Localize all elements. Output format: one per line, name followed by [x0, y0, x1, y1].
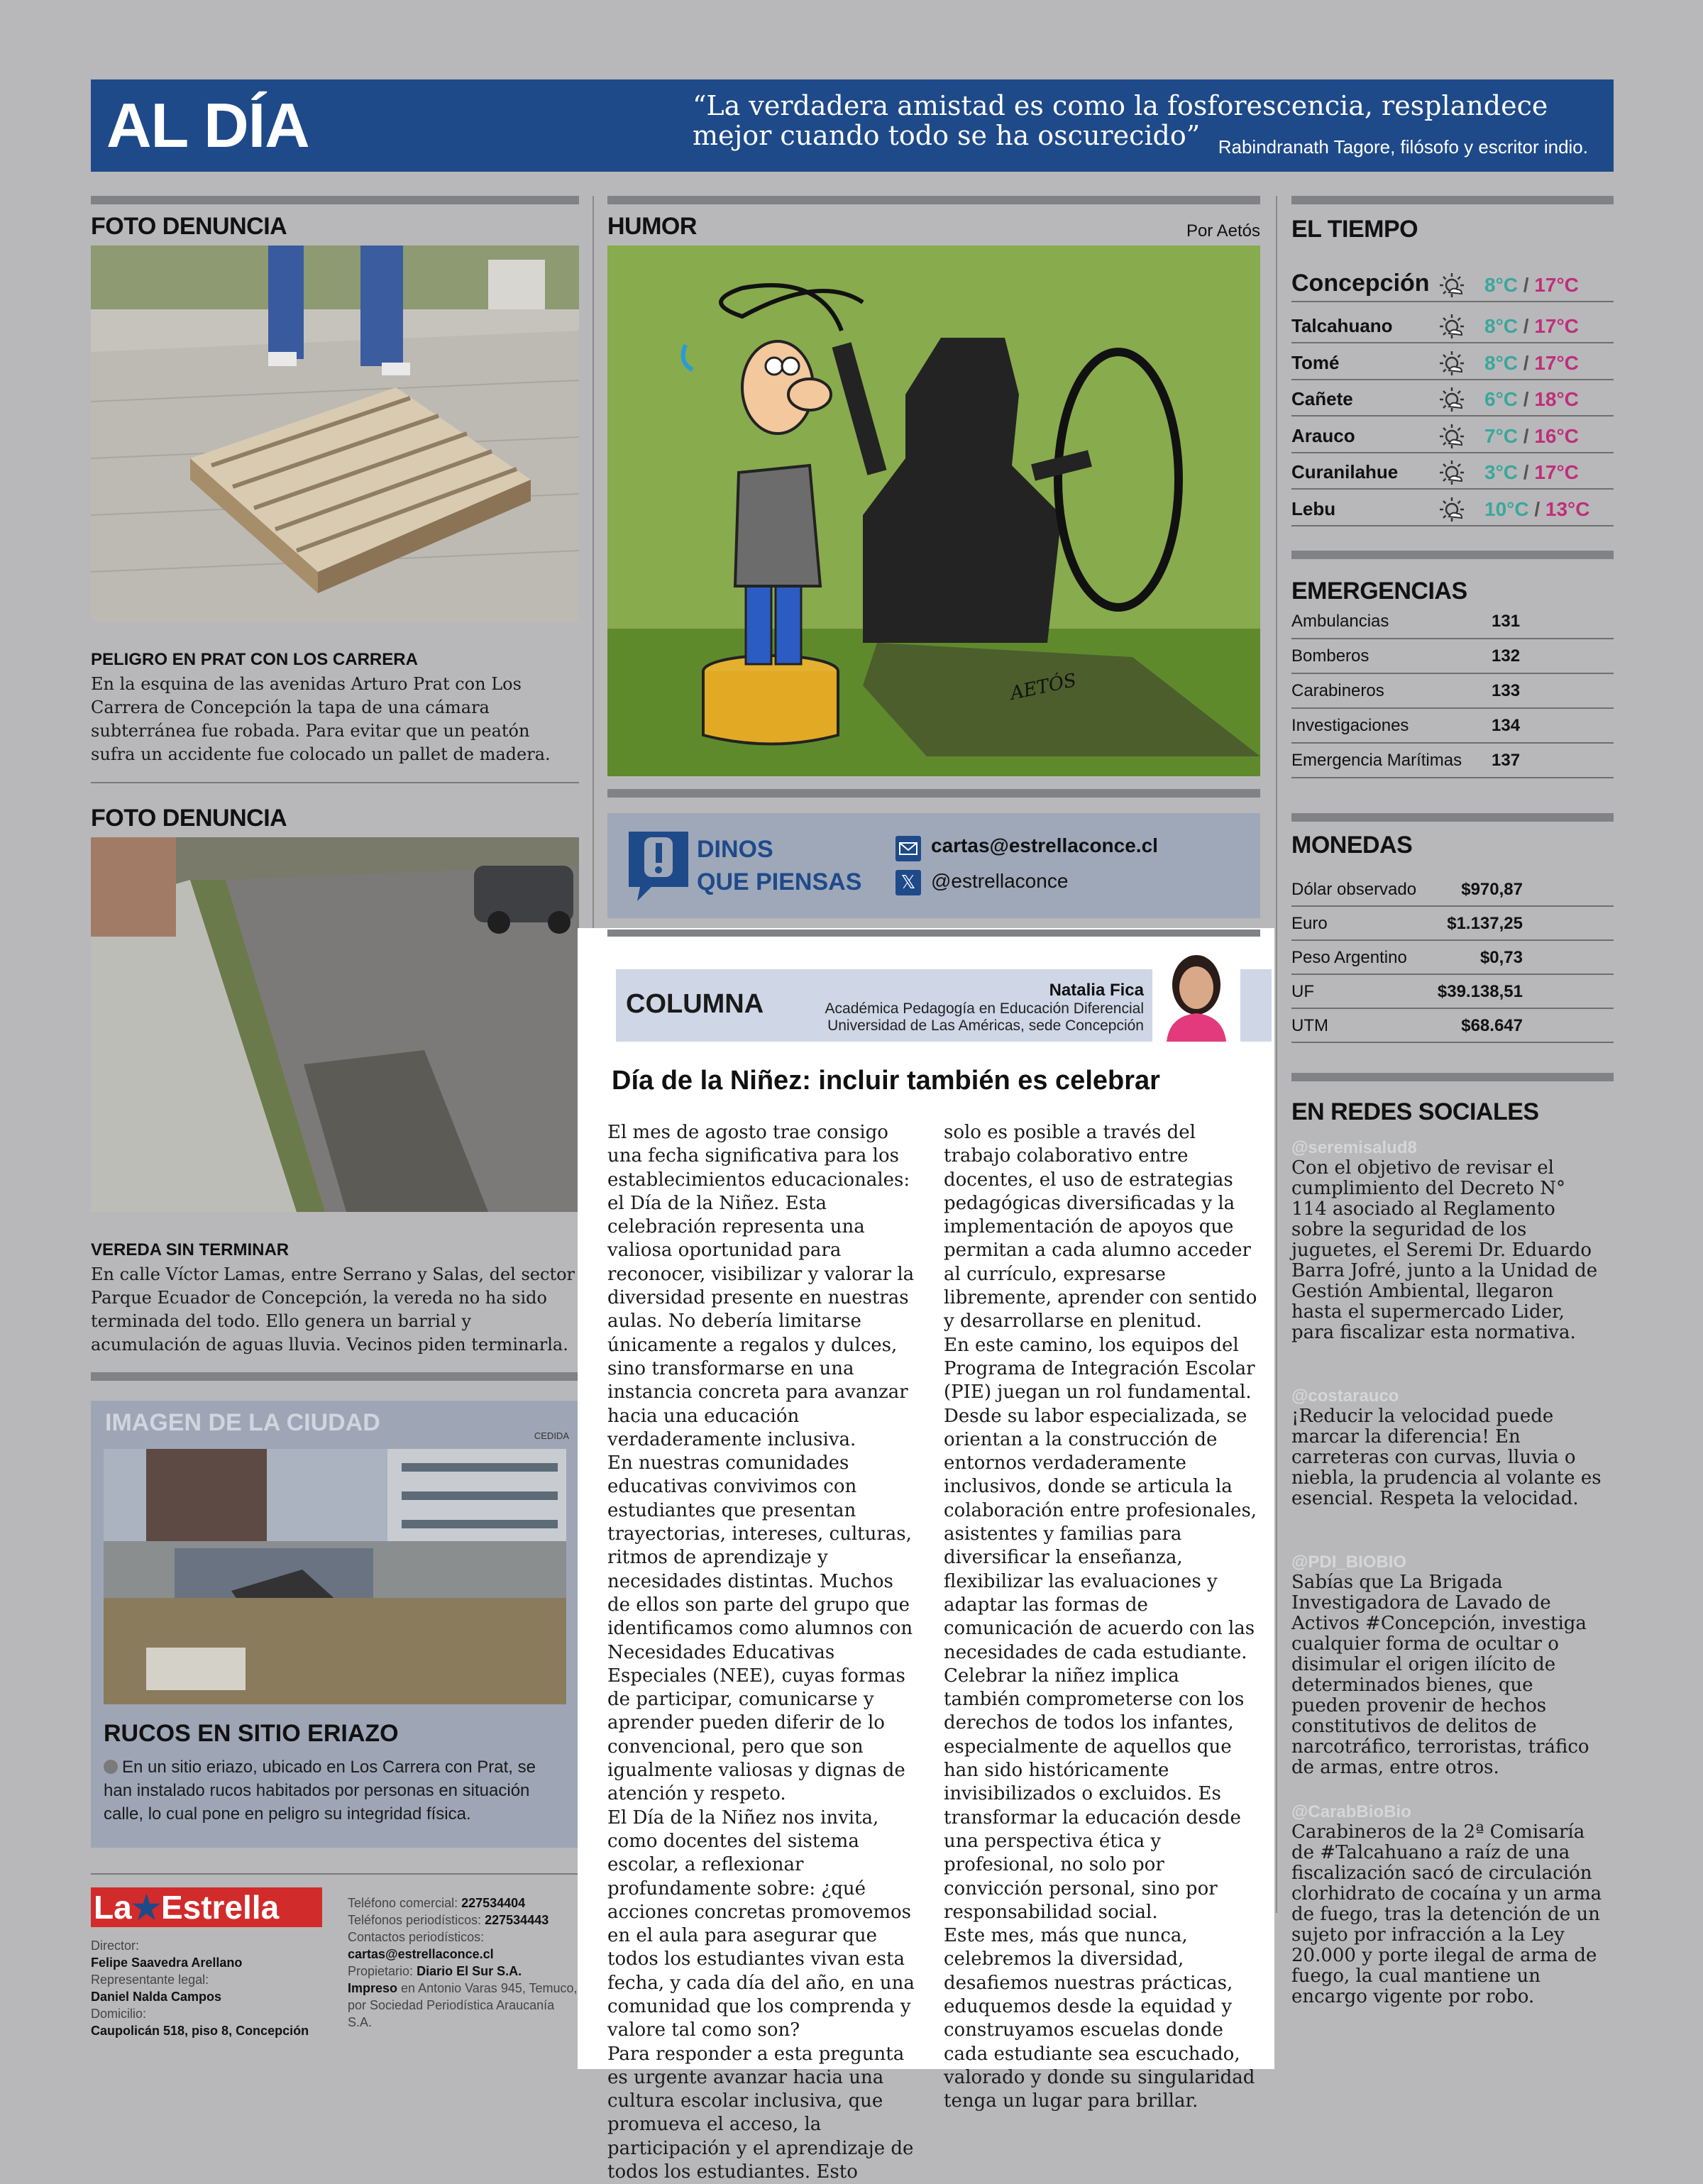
social-post [1291, 1386, 1604, 1509]
paragraph: En este camino, los equipos del Programa de Integración Escolar (PIE) juegan un rol fundamental. Desde su labor especializada, se orientan a la construcción de entornos verdaderamente inclusivos, donde se articula la colaboración entre profesionales, asistentes y familias para diversificar la enseñanza, flexibilizar las evaluaciones y adaptar las formas de comunicación de acuerdo con las necesidades de cada estudiante. [944, 1334, 1257, 1663]
emergency-service: Investigaciones [1291, 716, 1409, 735]
star-icon: ★ [131, 1889, 161, 1926]
paragraph: El Día de la Niñez nos invita, como docentes del sistema escolar, a reflexionar profundamente sobre: ¿qué acciones concretas promovemos en el aula para asegurar que todos los estudiantes vivan esta fecha, y cada día del año, en una comunidad que los comprenda y valore tal como son? [607, 1807, 915, 2041]
column-rule-left [91, 196, 579, 204]
contact-email-link[interactable]: cartas@estrellaconce.cl [931, 834, 1158, 856]
paragraph: En nuestras comunidades educativas convivimos con estudiantes que presentan trayectorias, intereses, culturas, ritmos de aprendizaje y necesidades distintas. Muchos de ellos son parte del grupo que identificamos como alumnos con Necesidades Educativas Especiales (NEE), cuyas formas de participar, comunicarse y aprender pueden diferir de lo convencional, pero que son igualmente valiosas y dignas de atención y respeto. [607, 1452, 913, 1805]
paragraph: Este mes, más que nunca, celebremos la diversidad, desafiemos nuestras prácticas, eduquemos desde la equidad y construyamos escuelas donde cada estudiante sea escuchado, valorado y donde su singularidad tenga un lugar para brillar. [944, 1925, 1255, 2112]
social-post [1291, 1138, 1604, 1343]
column-rule-right [1291, 196, 1614, 204]
weather-row [1291, 308, 1614, 343]
city-name: Arauco [1291, 424, 1355, 446]
emergency-number[interactable]: 131 [1492, 612, 1521, 631]
row-divider [1291, 342, 1614, 343]
speech-bubble-icon [623, 827, 694, 905]
temperature-range: 3°C / 17°C [1484, 461, 1579, 483]
humor-heading: HUMOR [607, 213, 697, 240]
columna-author-role: Académica Pedagogía en Educación Diferencial [825, 1000, 1144, 1017]
row-divider [1291, 379, 1614, 380]
columna-author: Natalia Fica [1049, 981, 1144, 1000]
emergency-number[interactable]: 133 [1492, 681, 1521, 700]
emergency-service: Emergencia Marítimas [1291, 751, 1462, 770]
emergency-row [1291, 674, 1614, 709]
social-handle[interactable]: @costarauco [1291, 1386, 1399, 1406]
currency-name: Dólar observado [1291, 880, 1417, 899]
author-avatar [1152, 951, 1240, 1042]
currency-value: $970,87 [1461, 880, 1523, 899]
currency-row [1291, 873, 1614, 907]
social-post [1291, 1552, 1604, 1778]
emergency-row [1291, 639, 1614, 674]
emergency-row [1291, 744, 1614, 778]
sun-cloud-icon [1438, 349, 1466, 377]
header-quote: “La verdadera amistad es como la fosforescencia, resplandece mejor cuando todo se ha oscurecido” [693, 90, 1548, 151]
emergency-service: Bomberos [1291, 646, 1369, 666]
city-name: Cañete [1291, 388, 1353, 409]
sun-cloud-icon [1438, 495, 1466, 524]
temperature-range: 6°C / 18°C [1484, 388, 1579, 410]
sun-cloud-icon [1438, 422, 1466, 451]
redes-heading: EN REDES SOCIALES [1291, 1098, 1539, 1125]
article-title: Día de la Niñez: incluir también es celebrar [612, 1066, 1160, 1096]
photo-credit: CEDIDA [534, 1430, 569, 1441]
emergency-service: Carabineros [1291, 681, 1384, 700]
temperature-range: 8°C / 17°C [1484, 274, 1579, 296]
el-tiempo-heading: EL TIEMPO [1291, 216, 1418, 243]
city-name: Concepción [1291, 270, 1430, 297]
bullet-icon [104, 1760, 118, 1774]
column-rule-right-4 [1291, 1073, 1614, 1081]
row-divider [1291, 301, 1614, 302]
currency-name: Euro [1291, 914, 1328, 933]
weather-row [1291, 418, 1614, 453]
sun-cloud-icon [1438, 271, 1466, 299]
section-header-bar [91, 79, 1614, 172]
paragraph: El mes de agosto trae consigo una fecha significativa para los establecimientos educacionales: el Día de la Niñez. Esta celebración representa una valiosa oportunidad para reconocer, visibilizar y valorar la diversidad presente en nuestras aulas. No debería limitarse únicamente a regalos y dulces, sino transformarse en una instancia concreta para avanzar hacia una educación verdaderamente inclusiva. [607, 1122, 915, 1450]
x-handle-link[interactable]: @estrellaconce [931, 870, 1069, 892]
currency-value: $68.647 [1461, 1016, 1523, 1035]
currency-name: UTM [1291, 1016, 1328, 1035]
caption-body-2: En calle Víctor Lamas, entre Serrano y Salas, del sector Parque Ecuador de Concepción, la vereda no ha sido terminada del todo. Ello genera un barrial y acumulación de aguas lluvia. Vecinos piden terminarla. [91, 1264, 575, 1355]
social-handle[interactable]: @PDI_BIOBIO [1291, 1552, 1407, 1572]
currency-name: Peso Argentino [1291, 948, 1407, 967]
social-post [1291, 1802, 1604, 2007]
column-rule-right-3 [1291, 813, 1614, 822]
divider-left-3 [91, 1873, 579, 1875]
sun-cloud-icon [1438, 458, 1466, 487]
city-name: Tomé [1291, 351, 1340, 373]
dinos-title: DINOS QUE PIENSAS [697, 836, 862, 895]
staff-block-right: Teléfono comercial: 227534404 Teléfonos periodísticos: 227534443 Contactos periodísticos: cartas@estrellaconce.cl Propietario: Diario El Sur S.A. Impreso en Antonio Varas 945, Temuco, por Sociedad Periodística Araucanía S.A. [348, 1896, 578, 2029]
humor-cartoon [607, 246, 1260, 776]
dinos-que-piensas-box [607, 813, 1260, 918]
social-handle[interactable]: @CarabBioBio [1291, 1802, 1411, 1821]
columna-author-institution: Universidad de Las Américas, sede Concepción [827, 1017, 1144, 1034]
temperature-range: 10°C / 13°C [1484, 497, 1590, 520]
photo-unfinished-sidewalk [91, 837, 579, 1212]
weather-row [1291, 454, 1614, 490]
svg-text:AETÓS: AETÓS [1008, 669, 1079, 705]
divider-left-1 [91, 782, 579, 783]
row-divider [1291, 525, 1614, 526]
article-column-2 [944, 1121, 1257, 2113]
emergency-number[interactable]: 132 [1492, 646, 1521, 666]
column-rule-left-2 [91, 1372, 579, 1381]
social-post-text: ¡Reducir la velocidad puede marcar la diferencia! En carreteras con curvas, lluvia o niebla, la prudencia al volante es esencial. Respeta la velocidad. [1291, 1406, 1602, 1509]
currency-row [1291, 975, 1614, 1009]
currency-row [1291, 1009, 1614, 1043]
row-divider [1291, 452, 1614, 453]
section-title: AL DÍA [106, 90, 309, 160]
la-estrella-logo: La★Estrella [91, 1887, 322, 1927]
weather-row [1291, 267, 1614, 302]
caption-title-2: VEREDA SIN TERMINAR [91, 1240, 290, 1259]
paragraph: Celebrar la niñez implica también comprometerse con los derechos de todos los infantes, especialmente de aquellos que han sido históricamente invisibilizados o excluidos. Es transformar la educación desde una perspectiva ética y profesional, no solo por convicción personal, sino por responsabilidad social. [944, 1665, 1245, 1923]
column-rule-center [607, 196, 1260, 204]
weather-row [1291, 491, 1614, 526]
photo-rucos-sitio-eriazo [104, 1449, 566, 1704]
social-post-text: Con el objetivo de revisar el cumplimiento del Decreto N° 114 asociado al Reglamento sobre la seguridad de los juguetes, el Seremi Dr. Eduardo Barra Jofré, junto a la Unidad de Gestión Ambiental, llegaron hasta el supermercado Lider, para fiscalizar esta normativa. [1291, 1157, 1598, 1343]
temperature-range: 8°C / 17°C [1484, 315, 1579, 337]
photo-pallet-on-sidewalk [91, 246, 579, 622]
emergency-number[interactable]: 134 [1492, 716, 1521, 735]
humor-byline: Por Aetós [1186, 221, 1260, 241]
x-logo-icon: 𝕏 [895, 870, 921, 895]
social-handle[interactable]: @seremisalud8 [1291, 1138, 1417, 1157]
emergency-row [1291, 605, 1614, 639]
currency-name: UF [1291, 982, 1314, 1001]
city-name: Lebu [1291, 497, 1336, 519]
emergencias-heading: EMERGENCIAS [1291, 578, 1467, 605]
foto-denuncia-heading-1: FOTO DENUNCIA [91, 213, 287, 240]
email-icon [895, 836, 921, 861]
imagen-body-text: En un sitio eriazo, ubicado en Los Carrera con Prat, se han instalado rucos habitados por personas en situación calle, lo cual pone en peligro su integridad física. [104, 1758, 536, 1824]
weather-row [1291, 381, 1614, 417]
columna-label: COLUMNA [626, 989, 764, 1019]
column-rule-center-2 [607, 789, 1260, 798]
currency-value: $39.138,51 [1437, 982, 1523, 1001]
currency-row [1291, 907, 1614, 941]
staff-block-left: Director: Felipe Saavedra Arellano Representante legal: Daniel Nalda Campos Domicilio: Caupolicán 518, piso 8, Concepción [91, 1938, 309, 2038]
currency-value: $1.137,25 [1447, 914, 1523, 933]
social-post-text: Sabías que La Brigada Investigadora de Lavado de Activos #Concepción, investiga cualquier forma de ocultar o disimular el origen ilícito de determinados bienes, que pueden provenir de hechos constitutivos de delitos de narcotráfico, terroristas, tráfico de armas, entre otros. [1291, 1572, 1589, 1778]
imagen-body [104, 1755, 558, 1826]
imagen-heading: IMAGEN DE LA CIUDAD [105, 1409, 380, 1436]
emergency-number[interactable]: 137 [1492, 751, 1521, 770]
currency-value: $0,73 [1479, 948, 1523, 967]
article-column-1 [607, 1121, 921, 2184]
row-divider [1291, 415, 1614, 417]
imagen-title: RUCOS EN SITIO ERIAZO [104, 1720, 399, 1747]
imagen-de-la-ciudad-box [91, 1401, 579, 1848]
emergency-service: Ambulancias [1291, 612, 1389, 631]
social-post-text: Carabineros de la 2ª Comisaría de #Talcahuano a raíz de una fiscalización sacó de circulación clorhidrato de cocaína y un arma de fuego, tras la detención de un sujeto por infracción a la Ley 20.000 y porte ilegal de arma de fuego, la cual mantiene un encargo vigente por robo. [1291, 1821, 1602, 2007]
caption-body-1: En la esquina de las avenidas Arturo Prat con Los Carrera de Concepción la tapa de una cámara subterránea fue robada. Para evitar que un peatón sufra un accidente fue colocado un pallet de madera. [91, 674, 551, 764]
weather-row [1291, 345, 1614, 380]
caption-title-1: PELIGRO EN PRAT CON LOS CARRERA [91, 650, 418, 669]
city-name: Curanilahue [1291, 461, 1399, 482]
temperature-range: 8°C / 17°C [1484, 351, 1579, 374]
currency-row [1291, 941, 1614, 975]
column-rule-right-2 [1291, 551, 1614, 559]
temperature-range: 7°C / 16°C [1484, 424, 1579, 447]
column-divider-right [1276, 196, 1277, 1913]
city-name: Talcahuano [1291, 315, 1393, 336]
paragraph: Para responder a esta pregunta es urgente avanzar hacia una cultura escolar inclusiva, que promueva el acceso, la participación y el aprendizaje de todos los estudiantes. Esto [607, 2043, 914, 2183]
quote-author: Rabindranath Tagore, filósofo y escritor indio. [1218, 136, 1588, 158]
sun-cloud-icon [1438, 312, 1466, 341]
monedas-heading: MONEDAS [1291, 832, 1413, 859]
emergency-row [1291, 709, 1614, 744]
paragraph: solo es posible a través del trabajo colaborativo entre docentes, el uso de estrategias pedagógicas diversificadas y la implementación de apoyos que permitan a cada alumno acceder al currículo, expresarse libremente, aprender con sentido y desarrollarse en plenitud. [944, 1122, 1257, 1333]
columna-header [616, 969, 1272, 1042]
foto-denuncia-heading-2: FOTO DENUNCIA [91, 805, 287, 832]
sun-cloud-icon [1438, 385, 1466, 414]
row-divider [1291, 488, 1614, 490]
column-rule-columna [607, 930, 1260, 937]
